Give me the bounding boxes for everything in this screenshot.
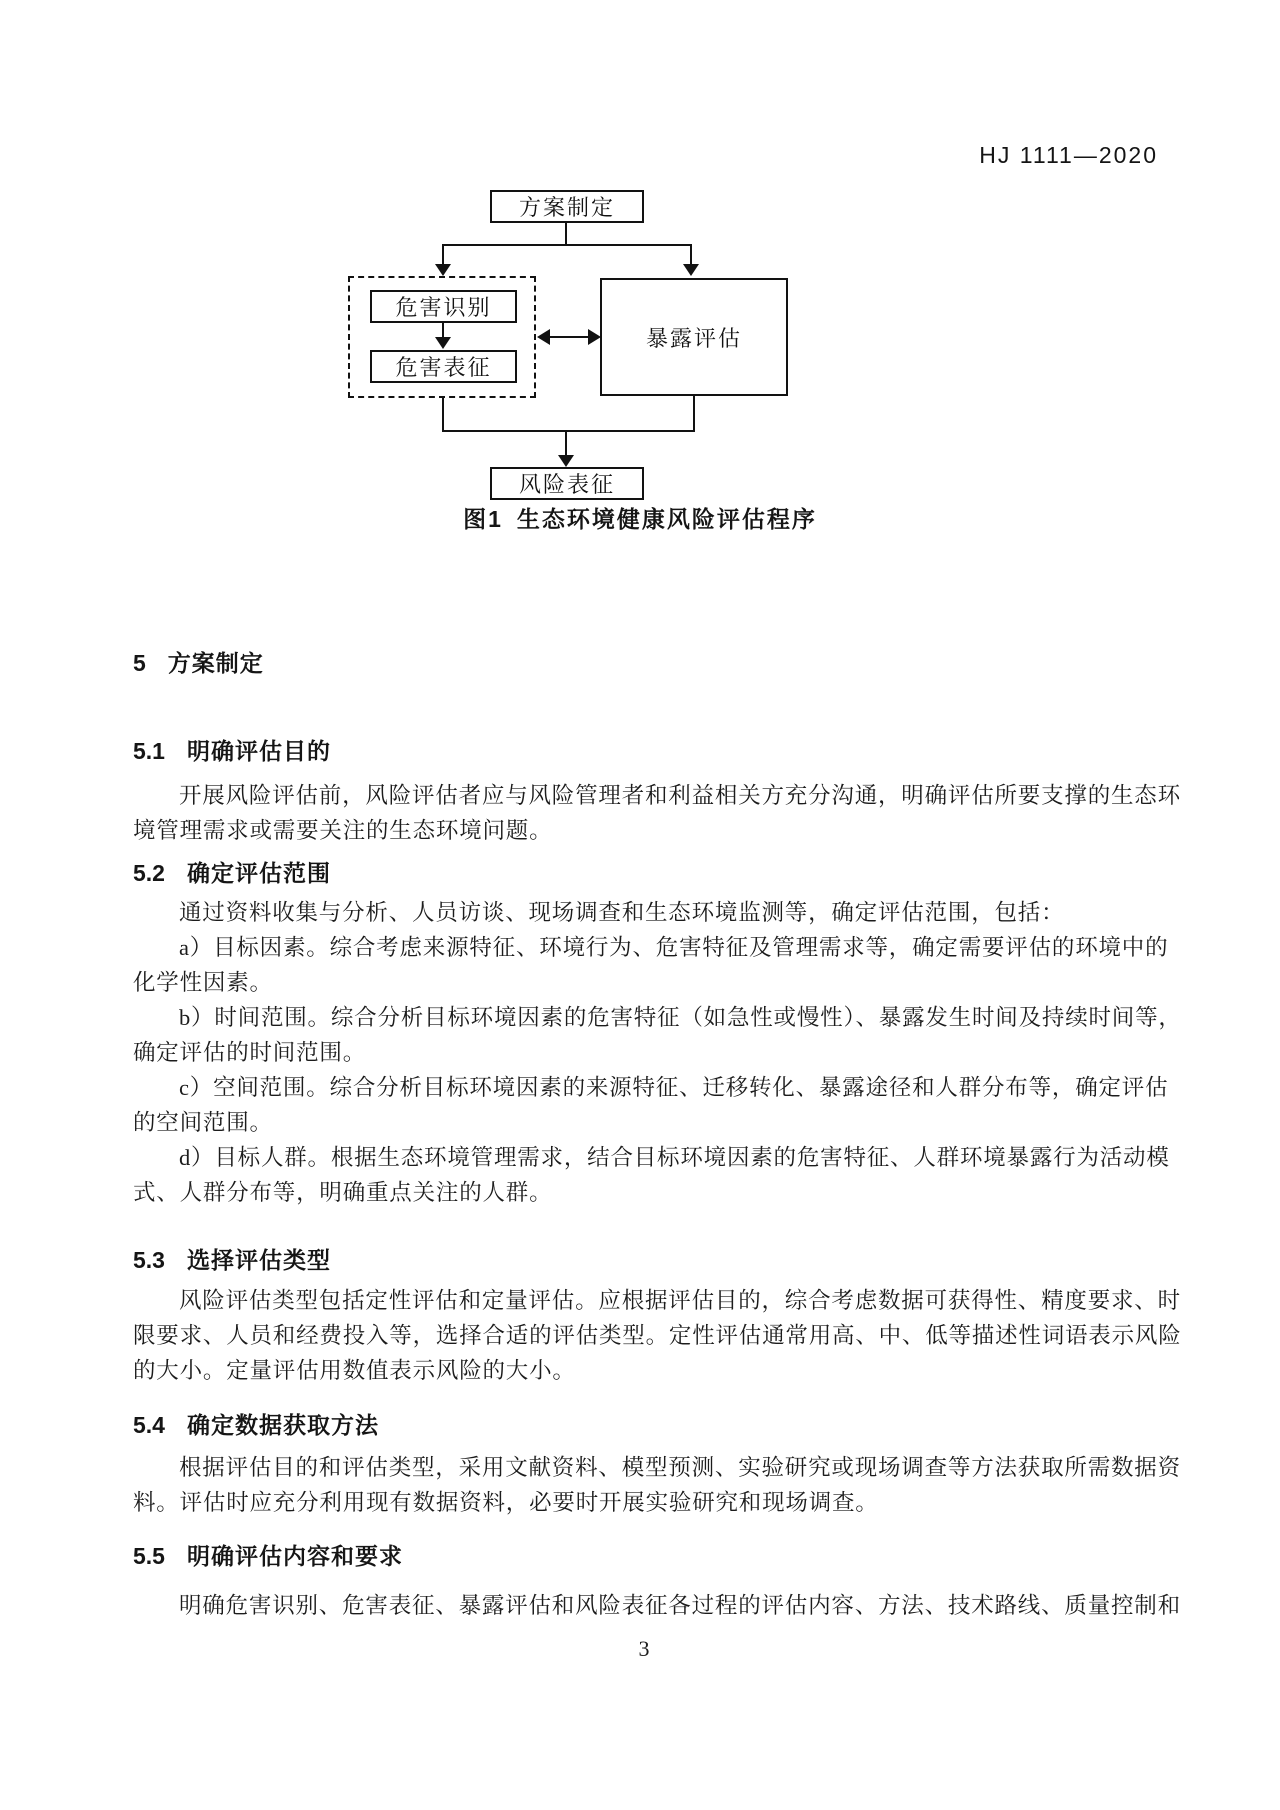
section-number: 5.1 bbox=[133, 738, 165, 764]
text-line: 风险评估类型包括定性评估和定量评估。应根据评估目的，综合考虑数据可获得性、精度要求、时 bbox=[179, 1288, 1181, 1313]
paragraph-5-5 bbox=[133, 1588, 1181, 1623]
text-line: b）时间范围。综合分析目标环境因素的危害特征（如急性或慢性）、暴露发生时间及持续时间等， bbox=[179, 1005, 1182, 1030]
document-code: HJ 1111—2020 bbox=[979, 142, 1158, 168]
text-line: 化学性因素。 bbox=[133, 970, 273, 995]
text-line: 开展风险评估前，风险评估者应与风险管理者和利益相关方充分沟通，明确评估所要支撑的生态环 bbox=[179, 783, 1181, 808]
section-title: 方案制定 bbox=[167, 650, 264, 676]
text-line: 确定评估的时间范围。 bbox=[133, 1040, 367, 1065]
section-title: 确定数据获取方法 bbox=[186, 1412, 379, 1438]
text-line: c）空间范围。综合分析目标环境因素的来源特征、迁移转化、暴露途径和人群分布等，确定评估 bbox=[179, 1075, 1169, 1100]
section-title: 明确评估目的 bbox=[186, 738, 331, 764]
text-line: 根据评估目的和评估类型，采用文献资料、模型预测、实验研究或现场调查等方法获取所需数据资 bbox=[179, 1455, 1181, 1480]
section-number: 5.5 bbox=[133, 1543, 165, 1569]
section-number: 5.3 bbox=[133, 1247, 165, 1273]
text-line: 料。评估时应充分利用现有数据资料，必要时开展实验研究和现场调查。 bbox=[133, 1490, 879, 1515]
text-line: a）目标因素。综合考虑来源特征、环境行为、危害特征及管理需求等，确定需要评估的环境中的 bbox=[179, 935, 1169, 960]
flow-node-hazard-identification: 危害识别 bbox=[370, 290, 517, 323]
text-line: 通过资料收集与分析、人员访谈、现场调查和生态环境监测等，确定评估范围，包括： bbox=[179, 900, 1065, 925]
text-line: 明确危害识别、危害表征、暴露评估和风险表征各过程的评估内容、方法、技术路线、质量控制和 bbox=[179, 1593, 1181, 1618]
text-line: 的大小。定量评估用数值表示风险的大小。 bbox=[133, 1358, 576, 1383]
section-title: 选择评估类型 bbox=[186, 1247, 331, 1273]
paragraph-5-1 bbox=[133, 778, 1181, 848]
figure-caption-title: 生态环境健康风险评估程序 bbox=[516, 506, 817, 532]
section-heading-5-1 bbox=[133, 733, 1155, 766]
section-title: 确定评估范围 bbox=[186, 860, 331, 886]
section-number: 5.4 bbox=[133, 1412, 165, 1438]
section-heading-5-2 bbox=[133, 855, 1155, 888]
paragraph-5-4 bbox=[133, 1450, 1181, 1520]
flow-node-exposure-assessment: 暴露评估 bbox=[600, 278, 788, 396]
page-number: 3 bbox=[638, 1636, 650, 1661]
section-number: 5.2 bbox=[133, 860, 165, 886]
flow-node-plan: 方案制定 bbox=[490, 190, 644, 223]
text-line: 境管理需求或需要关注的生态环境问题。 bbox=[133, 818, 553, 843]
section-heading-5 bbox=[133, 645, 1155, 678]
text-line: 的空间范围。 bbox=[133, 1110, 273, 1135]
text-line: 式、人群分布等，明确重点关注的人群。 bbox=[133, 1180, 553, 1205]
flow-node-hazard-characterization: 危害表征 bbox=[370, 350, 517, 383]
paragraph-5-3 bbox=[133, 1283, 1182, 1388]
section-heading-5-4 bbox=[133, 1407, 1155, 1440]
figure-caption-number: 图1 bbox=[463, 506, 503, 532]
section-title: 明确评估内容和要求 bbox=[186, 1543, 403, 1569]
section-number: 5 bbox=[133, 650, 146, 676]
paragraph-5-2 bbox=[133, 895, 1182, 1210]
flow-node-risk-characterization: 风险表征 bbox=[490, 467, 644, 500]
text-line: d）目标人群。根据生态环境管理需求，结合目标环境因素的危害特征、人群环境暴露行为活动模 bbox=[179, 1145, 1170, 1170]
section-heading-5-5 bbox=[133, 1538, 1155, 1571]
section-heading-5-3 bbox=[133, 1242, 1155, 1275]
text-line: 限要求、人员和经费投入等，选择合适的评估类型。定性评估通常用高、中、低等描述性词语表示风险 bbox=[133, 1323, 1182, 1348]
